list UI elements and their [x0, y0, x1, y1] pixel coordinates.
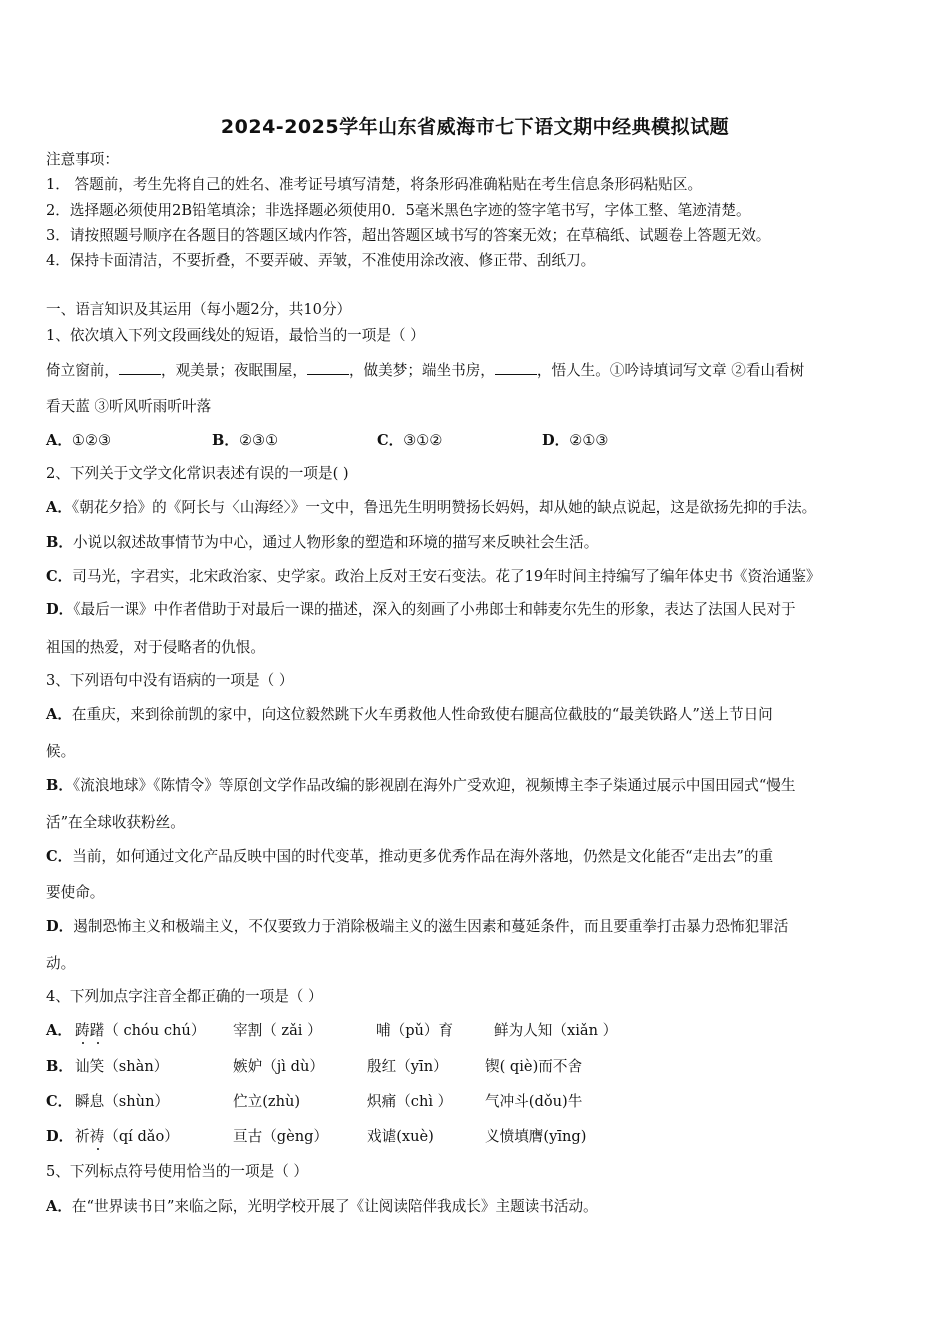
notice-item: 2．选择题必须使用2B铅笔填涂；非选择题必须使用0．5毫米黑色字迹的签字笔书写，字体工整、笔迹清楚。 — [46, 202, 751, 219]
passage-text: ，观美景；夜眠围屋， — [160, 362, 307, 379]
pinyin-item: 嫉妒（jì dù） — [233, 1058, 324, 1075]
pinyin-item: 哺（pǔ）育 — [376, 1022, 454, 1039]
pinyin-item: 义愤填膺(yīng) — [485, 1128, 587, 1145]
question-stem: 2、下列关于文学文化常识表述有误的一项是( ) — [46, 465, 349, 482]
blank-line — [307, 360, 349, 375]
pinyin-item: 瞬息（shùn） — [75, 1093, 170, 1110]
notice-item: 4．保持卡面清洁，不要折叠，不要弄破、弄皱，不准使用涂改液、修正带、刮纸刀。 — [46, 252, 596, 269]
option-c-continued: 要使命。 — [46, 884, 105, 901]
option-d: D． — [46, 1128, 74, 1145]
notice-item: 3．请按照题号顺序在各题目的答题区域内作答，超出答题区域书写的答案无效；在草稿纸、试题卷上答题无效。 — [46, 227, 771, 244]
option-b: B．《流浪地球》《陈情令》等原创文学作品改编的影视剧在海外广受欢迎，视频博主李子柒通过展示中国田园式“慢生 — [46, 777, 796, 794]
question-stem: 4、下列加点字注音全都正确的一项是（ ） — [46, 988, 323, 1005]
blank-line — [119, 360, 161, 375]
option-d-continued: 动。 — [46, 955, 76, 972]
page-title: 2024-2025学年山东省威海市七下语文期中经典模拟试题 — [220, 116, 730, 138]
pinyin-item: 殷红（yīn） — [367, 1058, 448, 1075]
option-b: B．小说以叙述故事情节为中心，通过人物形象的塑造和环境的描写来反映社会生活。 — [46, 534, 599, 551]
option-b: B． — [46, 1058, 73, 1075]
pinyin-item: 气冲斗(dǒu)牛 — [485, 1093, 583, 1110]
question-passage — [46, 360, 804, 381]
passage-text: ，做美梦；端坐书房， — [348, 362, 495, 379]
option-b-continued: 活”在全球收获粉丝。 — [46, 814, 185, 831]
option-a: A． — [46, 1022, 72, 1039]
blank-line — [495, 360, 537, 375]
section-heading: 一、语言知识及其运用（每小题2分，共10分） — [46, 301, 352, 318]
option-d: D．遏制恐怖主义和极端主义，不仅要致力于消除极端主义的滋生因素和蔓延条件，而且要重拳打击暴力恐怖犯罪活 — [46, 918, 789, 935]
option-a: A．在“世界读书日”来临之际，光明学校开展了《让阅读陪伴我成长》主题读书活动。 — [46, 1198, 598, 1215]
notice-heading: 注意事项： — [46, 151, 119, 168]
question-stem: 3、下列语句中没有语病的一项是（ ） — [46, 672, 294, 689]
passage-text: ，悟人生。①吟诗填词写文章 ②看山看树 — [536, 362, 805, 379]
pinyin-item: 伫立(zhù) — [233, 1093, 301, 1110]
option-a-continued: 候。 — [46, 743, 76, 760]
option-c: C．③①② — [377, 432, 443, 449]
question-passage: 看天蓝 ③听风听雨听叶落 — [46, 398, 212, 415]
pinyin-item: 踌躇（ chóu chú） — [75, 1022, 206, 1039]
option-d: D．②①③ — [542, 432, 609, 449]
pinyin-item: 讪笑（shàn） — [75, 1058, 169, 1075]
notice-item: 1． 答题前，考生先将自己的姓名、准考证号填写清楚，将条形码准确粘贴在考生信息条形码粘贴区。 — [46, 176, 703, 193]
question-stem: 5、下列标点符号使用恰当的一项是（ ） — [46, 1163, 309, 1180]
option-a: A．《朝花夕拾》的《阿长与〈山海经〉》一文中，鲁迅先生明明赞扬长妈妈，却从她的缺点说起，这是欲扬先抑的手法。 — [46, 499, 817, 516]
option-c: C． — [46, 1093, 73, 1110]
option-b: B．②③① — [212, 432, 279, 449]
option-a: A．①②③ — [46, 432, 112, 449]
question-stem: 1、依次填入下列文段画线处的短语，最恰当的一项是（ ） — [46, 327, 425, 344]
option-a: A．在重庆，来到徐前凯的家中，向这位毅然跳下火车勇救他人性命致使右腿高位截肢的“最美铁路人”送上节日问 — [46, 706, 773, 723]
pinyin-item: 亘古（gèng） — [233, 1128, 329, 1145]
pinyin-item: 宰割（ zǎi ） — [233, 1022, 322, 1039]
option-c: C．司马光，字君实，北宋政治家、史学家。政治上反对王安石变法。花了19年时间主持编写了编年体史书《资治通鉴》 — [46, 568, 821, 585]
pinyin-item: 戏谑(xuè) — [367, 1128, 434, 1145]
option-d: D．《最后一课》中作者借助于对最后一课的描述，深入的刻画了小弗郎士和韩麦尔先生的形象，表达了法国人民对于 — [46, 601, 796, 618]
pinyin-item: 鲜为人知（xiǎn ） — [494, 1022, 618, 1039]
pinyin-item: 锲( qiè)而不舍 — [485, 1058, 583, 1075]
option-d-continued: 祖国的热爱，对于侵略者的仇恨。 — [46, 639, 265, 656]
pinyin-item: 祈祷（qí dǎo） — [75, 1128, 179, 1145]
option-c: C．当前，如何通过文化产品反映中国的时代变革，推动更多优秀作品在海外落地，仍然是文化能否“走出去”的重 — [46, 848, 774, 865]
passage-text: 倚立窗前， — [46, 362, 119, 379]
pinyin-item: 炽痛（chì ） — [367, 1093, 453, 1110]
